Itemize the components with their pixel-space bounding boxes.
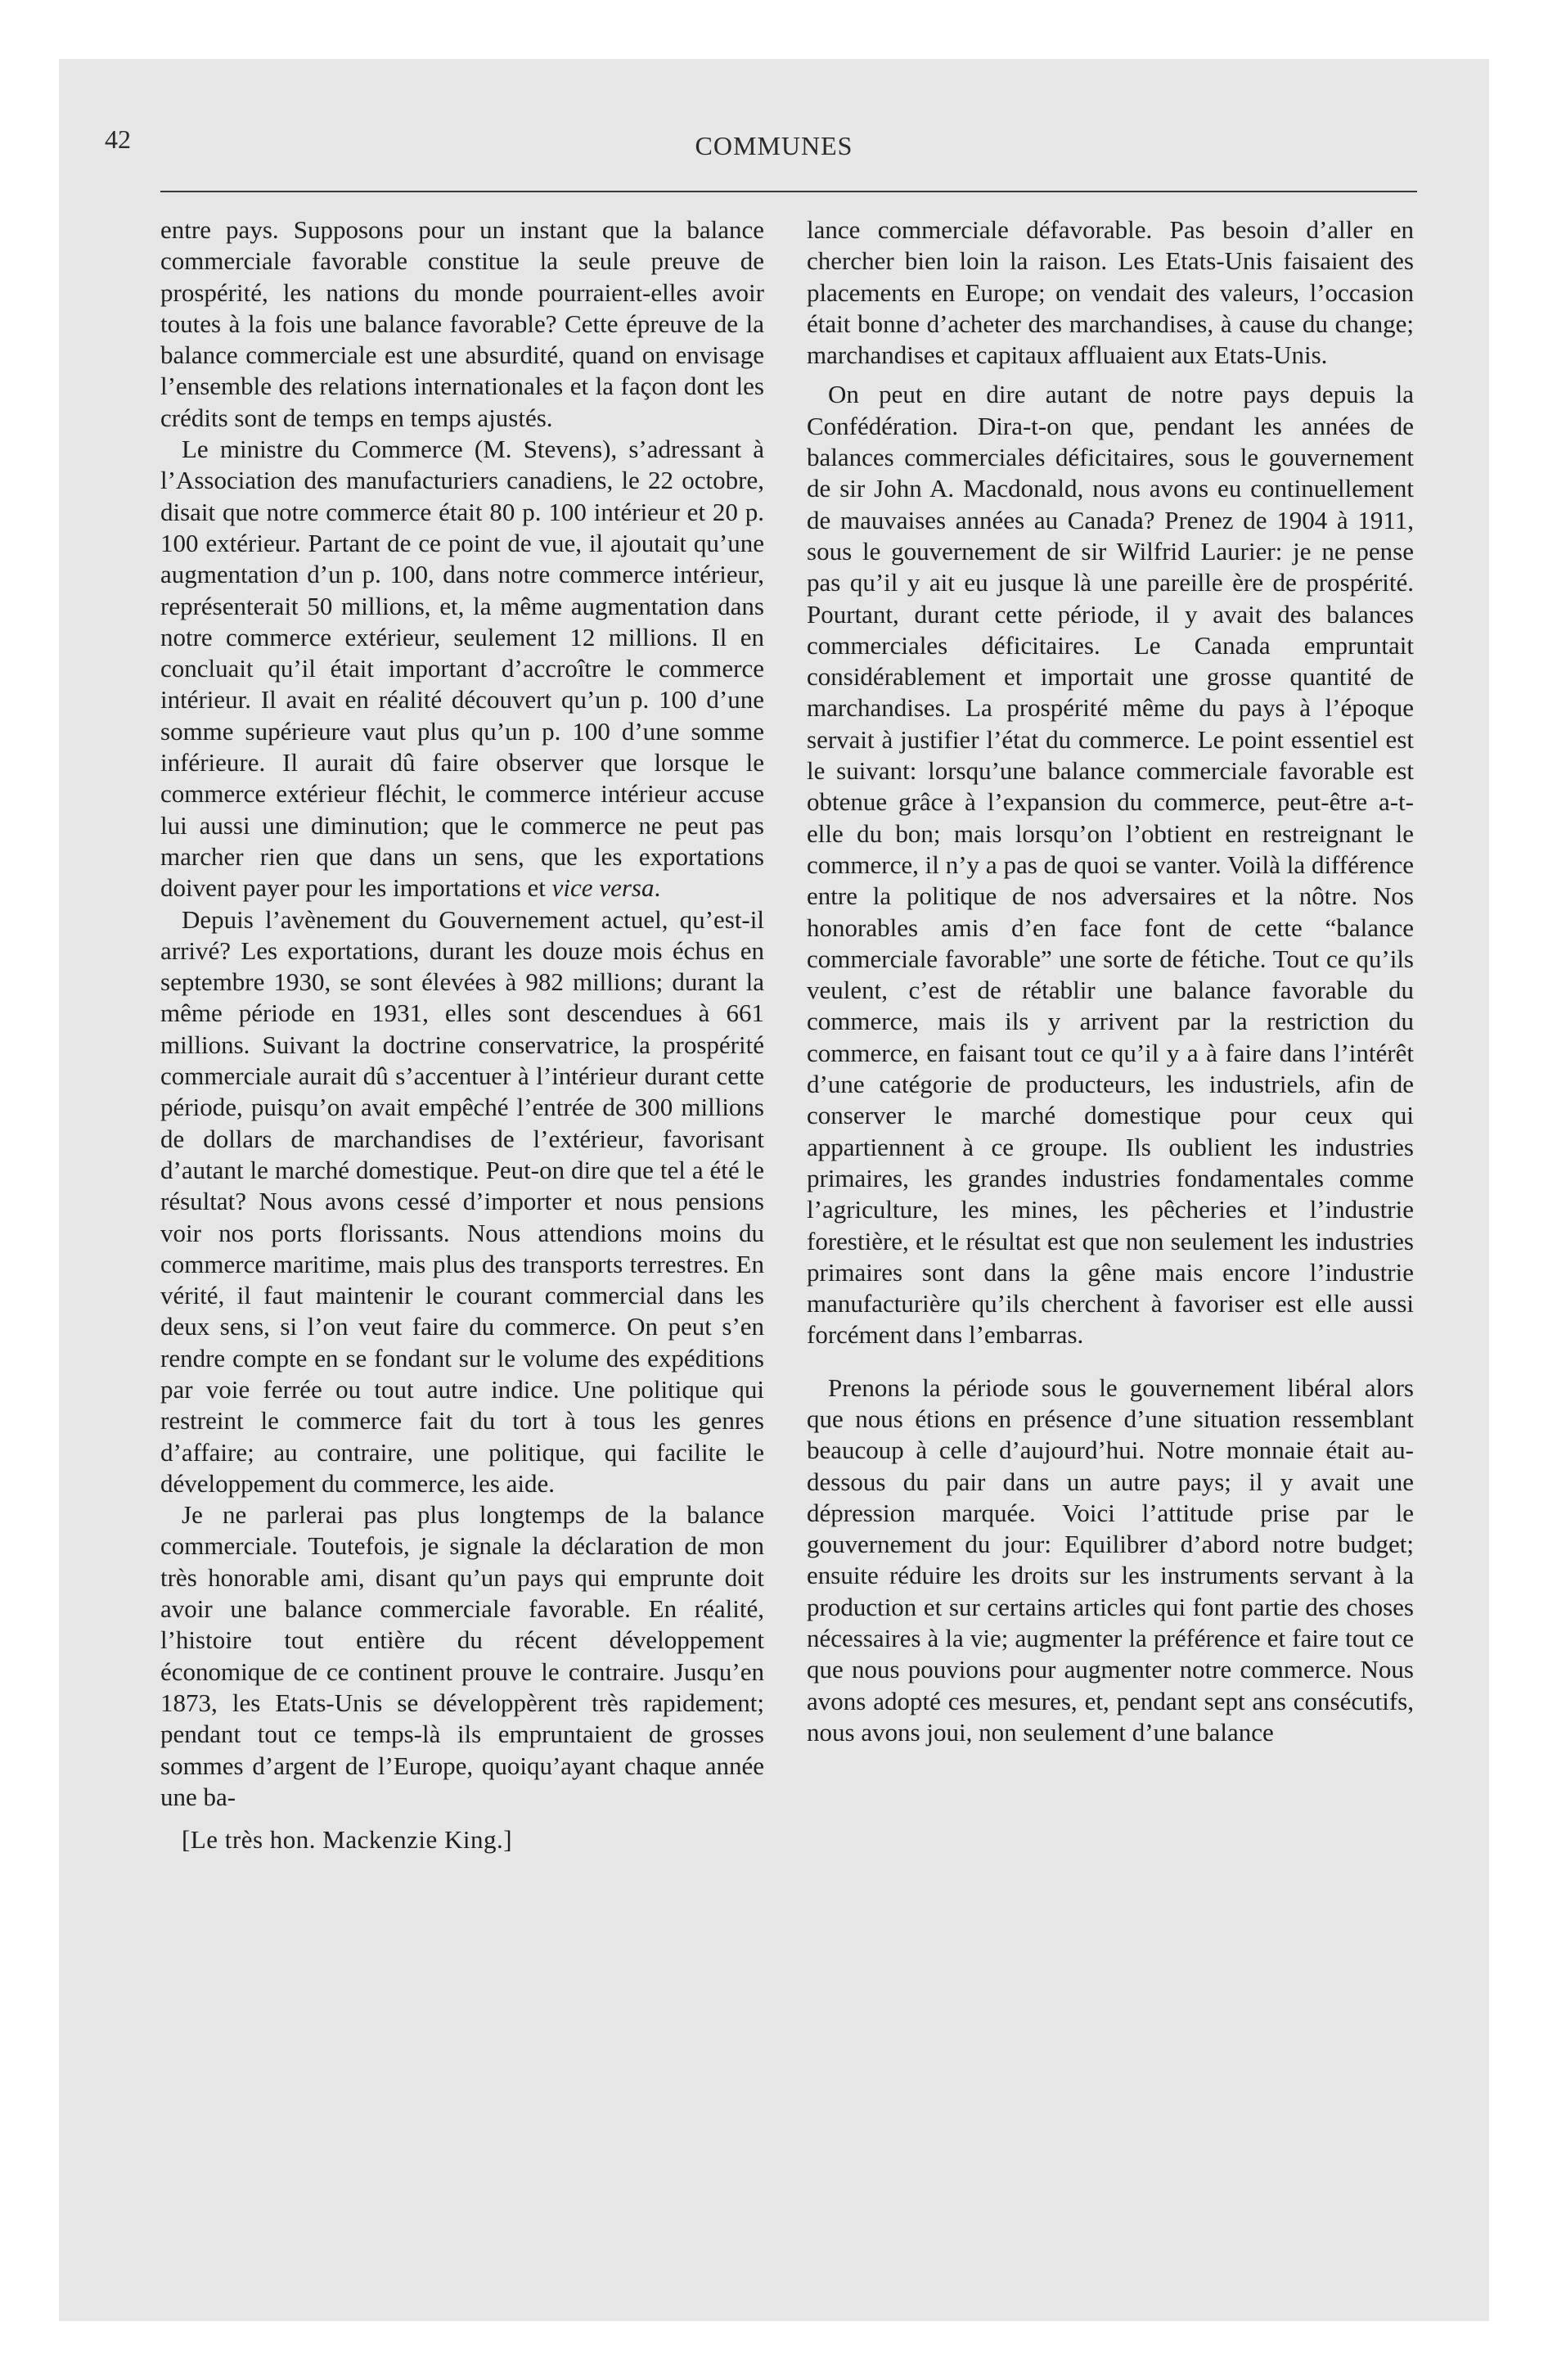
header-rule — [160, 191, 1417, 192]
paragraph-text: Le ministre du Commerce (M. Stevens), s’adressant à l’Association des manufacturiers canadiens, le 22 octobre, disait que notre commerce était 80 p. 100 intérieur et 20 p. 100 extérieur. Partant de ce point de vue, il ajoutait qu’une augmentation d’un p. 100, dans notre commerce intérieur, représenterait 50 millions, et, la même augmentation dans notre commerce extérieur, seulement 12 millions. Il en concluait qu’il était important d’accroître le commerce intérieur. Il avait en réalité découvert qu’un p. 100 d’une somme supérieure vaut plus qu’un p. 100 d’une somme inférieure. Il aurait dû faire observer que lorsque le commerce extérieur fléchit, le commerce intérieur accuse lui aussi une diminution; que le commerce ne peut pas marcher rien que dans un sens, que les exportations doivent payer pour les importations et — [160, 435, 764, 903]
paragraph: Prenons la période sous le gouvernement libéral alors que nous étions en présence d’une situation ressemblant beaucoup à celle d’aujourd’hui. Notre monnaie était au-dessous du pair dans un autre pays; il y avait une dépression marquée. Voici l’attitude prise par le gouvernement du jour: Equilibrer d’abord notre budget; ensuite réduire les droits sur les instruments servant à la production et sur certains articles qui font partie des choses nécessaires à la vie; augmenter la préférence et faire tout ce que nous pouvions pour augmenter notre commerce. Nous avons adopté ces mesures, et, pendant sept ans consécutifs, nous avons joui, non seulement d’une balance — [807, 1373, 1414, 1747]
speaker-attribution: [Le très hon. Mackenzie King.] — [182, 1825, 513, 1855]
left-column — [160, 214, 764, 1855]
italic-phrase: vice versa — [551, 873, 655, 903]
paragraph — [160, 434, 764, 904]
paragraph: lance commerciale défavorable. Pas besoin d’aller en chercher bien loin la raison. Les Etats-Unis faisaient des placements en Europe; on vendait des valeurs, l’occasion était bonne d’acheter des marchandises, à cause du change; marchandises et capitaux affluaient aux Etats-Unis. — [807, 215, 1414, 370]
right-column — [807, 214, 1414, 1748]
paragraph: Je ne parlerai pas plus longtemps de la balance commerciale. Toutefois, je signale la déclaration de mon très honorable ami, disant qu’un pays qui emprunte doit avoir une balance commerciale favorable. En réalité, l’histoire tout entière du récent développement économique de ce continent prouve le contraire. Jusqu’en 1873, les Etats-Unis se développèrent très rapidement; pendant tout ce temps-là ils empruntaient de grosses sommes d’argent de l’Europe, quoiqu’ayant chaque année une ba- — [160, 1500, 764, 1811]
paragraph: entre pays. Supposons pour un instant que la balance commerciale favorable constitue la seule preuve de prospérité, les nations du monde pourraient-elles avoir toutes à la fois une balance favorable? Cette épreuve de la balance commerciale est une absurdité, quand on envisage l’ensemble des relations internationales et la façon dont les crédits sont de temps en temps ajustés. — [160, 215, 764, 432]
running-head: COMMUNES — [695, 131, 853, 160]
paragraph: On peut en dire autant de notre pays depuis la Confédération. Dira-t-on que, pendant les années de balances commerciales déficitaires, sous le gouvernement de sir John A. Macdonald, nous avons eu continuellement de mauvaises années au Canada? Prenez de 1904 à 1911, sous le gouvernement de sir Wilfrid Laurier: je ne pense pas qu’il y ait eu jusque là une pareille ère de prospérité. Pourtant, durant cette période, il y avait des balances commerciales déficitaires. Le Canada empruntait considérablement et importait une grosse quantité de marchandises. La prospérité même du pays à l’époque servait à justifier l’état du commerce. Le point essentiel est le suivant: lorsqu’une balance commerciale favorable est obtenue grâce à l’expansion du commerce, peut-être a-t-elle du bon; mais lorsqu’on l’obtient en restreignant le commerce, il n’y a pas de quoi se vanter. Voilà la différence entre la politique de nos adversaires et la nôtre. Nos honorables amis d’en face font de cette “balance commerciale favorable” une sorte de fétiche. Tout ce qu’ils veulent, c’est de rétablir une balance favorable du commerce, mais ils y arrivent par la restriction du commerce, en faisant tout ce qu’il y a à faire dans l’intérêt d’une catégorie de producteurs, les industriels, afin de conserver le marché domestique pour ceux qui appartiennent à ce groupe. Ils oublient les industries primaires, les grandes industries fondamentales comme l’agriculture, les mines, les pêcheries et l’industrie forestière, et le résultat est que non seulement les industries primaires sont dans la gêne mais encore l’industrie manufacturière qu’ils cherchent à favoriser est elle aussi forcément dans l’embarras. — [807, 380, 1414, 1350]
paragraph-end: . — [654, 873, 661, 903]
paragraph: Depuis l’avènement du Gouvernement actuel, qu’est-il arrivé? Les exportations, durant les douze mois échus en septembre 1930, se sont élevées à 982 millions; durant la même période en 1931, elles sont descendues à 661 millions. Suivant la doctrine conservatrice, la prospérité commerciale aurait dû s’accentuer à l’intérieur durant cette période, puisqu’on avait empêché l’entrée de 300 millions de dollars de marchandises de l’extérieur, favorisant d’autant le marché domestique. Peut-on dire que tel a été le résultat? Nous avons cessé d’importer et nous pensions voir nos ports florissants. Nous attendions moins du commerce maritime, mais plus des transports terrestres. En vérité, il faut maintenir le courant commercial dans les deux sens, si l’on veut faire du commerce. On peut s’en rendre compte en se fondant sur le volume des expéditions par voie ferrée ou tout autre indice. Une politique qui restreint le commerce fait du tort à tous les genres d’affaire; au contraire, une politique, qui facilite le développement du commerce, les aide. — [160, 904, 764, 1498]
page-number: 42 — [105, 124, 131, 154]
